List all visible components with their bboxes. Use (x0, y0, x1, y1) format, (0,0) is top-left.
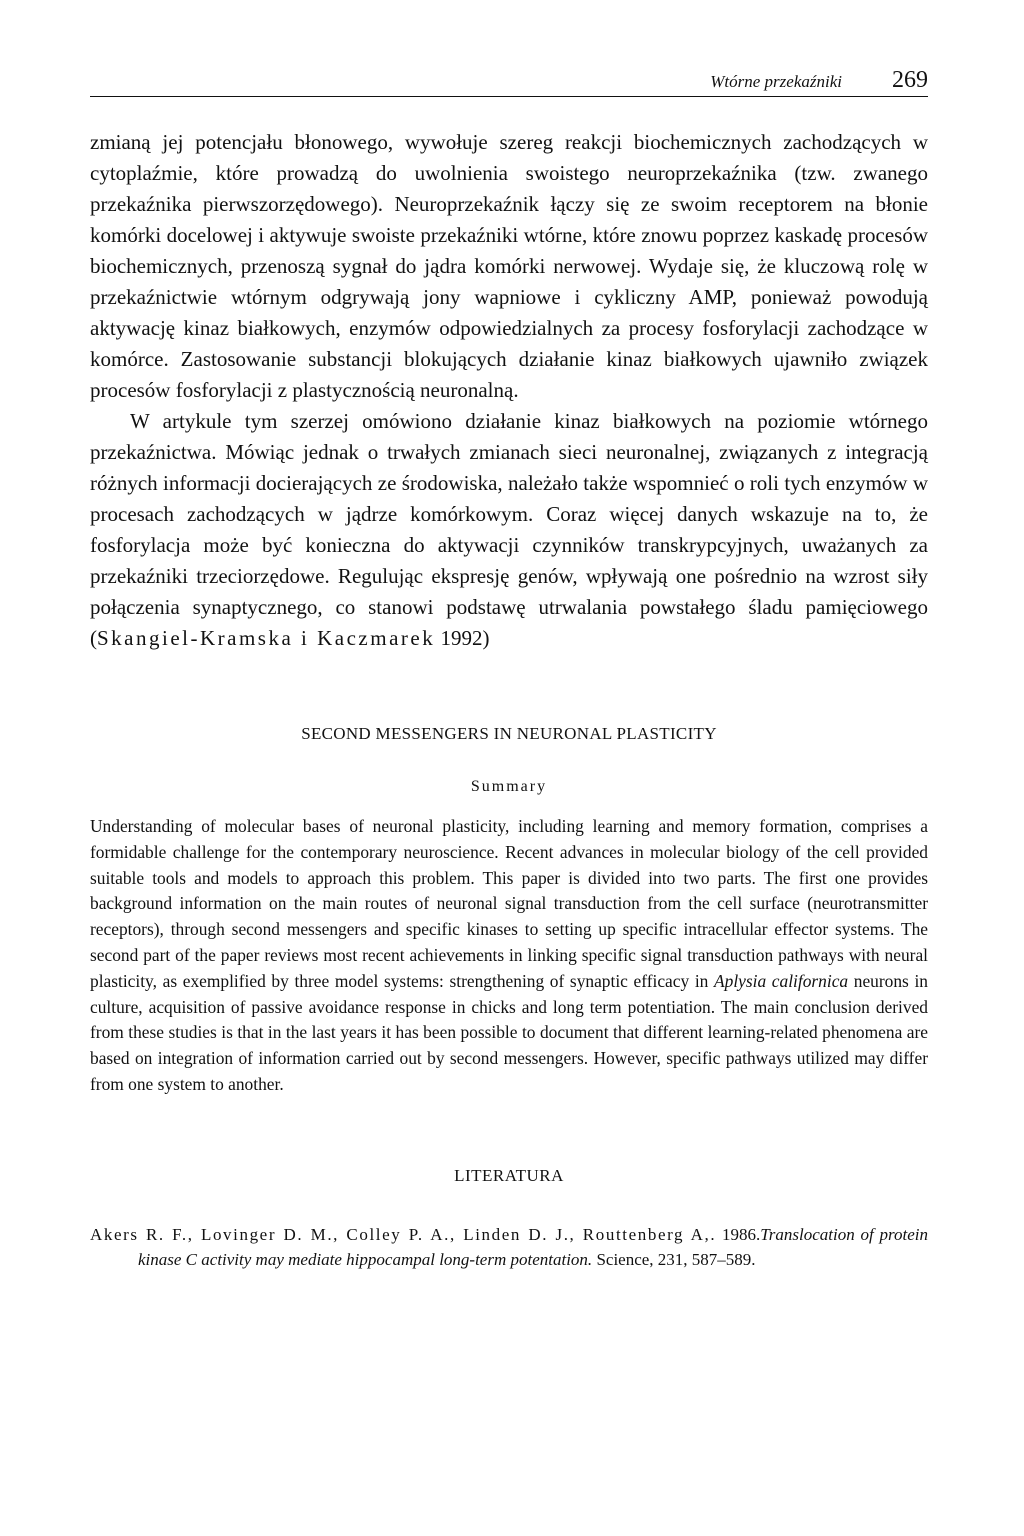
summary-text-part-2: neurons in culture, acquisition of passive avoidance response in chicks and long term potentiation. The main conclusion derived from these studies is that in the last years it has been possible to document that different learning-related phenomena are based on integration of information carried out by second messengers. However, specific pathways utilized may differ from one system to another. (90, 970, 928, 1094)
body-paragraph-2 (90, 406, 928, 654)
reference-source: Science, 231, 587–589. (592, 1249, 756, 1269)
paragraph-2-text: W artykule tym szerzej omówiono działanie kinaz białkowych na poziomie wtórnego przekaźnictwa. Mówiąc jednak o trwałych zmianach sieci neuronalnej, związanych z integracją różnych informacji docierających ze środowiska, należało także wspomnieć o roli tych enzymów w procesach zachodzących w jądrze komórkowym. Coraz więcej danych wskazuje na to, że fosforylacja może być konieczna do aktywacji czynników transkrypcyjnych, uważanych za przekaźniki trzeciorzędowe. Regulując ekspresję genów, wpływają one pośrednio na wzrost siły połączenia synaptycznego, co stanowi podstawę utrwalania powstałego śladu pamięciowego ( (90, 409, 928, 650)
paragraph-1-text: zmianą jej potencjału błonowego, wywołuje szereg reakcji biochemicznych zachodzących w cytoplaźmie, które prowadzą do uwolnienia swoistego neuroprzekaźnika (tzw. zwanego przekaźnika pierwszorzędowego). Neuroprzekaźnik łączy się ze swoim receptorem na błonie komórki docelowej i aktywuje swoiste przekaźniki wtórne, które znowu poprzez kaskadę procesów biochemicznych, przenoszą sygnał do jądra komórki nerwowej. Wydaje się, że kluczową rolę w przekaźnictwie wtórnym odgrywają jony wapniowe i cykliczny AMP, ponieważ powodują aktywację kinaz białkowych, enzymów odpowiedzialnych za procesy fosforylacji zachodzące w komórce. Zastosowanie substancji blokujących działanie kinaz białkowych ujawniło związek procesów fosforylacji z plastycznością neuronalną. (90, 130, 928, 402)
summary-text-part-1: Understanding of molecular bases of neuronal plasticity, including learning and memory formation, comprises a formidable challenge for the contemporary neuroscience. Recent advances in molecular biology of the cell provided suitable tools and models to approach this problem. This paper is divided into two parts. The first one provides background information on the main routes of neuronal signal transduction from the cell surface (neurotransmitter receptors), through second messengers and specific kinases to setting up specific intracellular effector systems. The second part of the paper reviews most recent achievements in linking specific signal transduction pathways with neural plasticity, as exemplified by three model systems: strengthening of synaptic efficacy in (90, 816, 928, 991)
polish-body (90, 127, 928, 654)
english-title: SECOND MESSENGERS IN NEURONAL PLASTICITY (301, 724, 717, 743)
running-header (90, 60, 928, 97)
document-page (90, 60, 928, 1272)
summary-label: Summary (470, 778, 548, 795)
reference-title: Translocation of protein kinase C activity may mediate hippocampal long-term potentation. (138, 1224, 929, 1269)
running-title: Wtórne przekaźniki (710, 72, 842, 91)
summary-paragraph (90, 814, 928, 1098)
reference-authors: Akers R. F., Lovinger D. M., Colley P. A., Linden D. J., Routtenberg A,. (90, 1224, 717, 1244)
citation-authors: Skangiel-Kramska i Kaczmarek (97, 626, 436, 650)
page-number: 269 (892, 67, 928, 93)
reference-year: 1986. (716, 1224, 761, 1244)
summary-body (90, 814, 928, 1098)
literature-heading: LITERATURA (454, 1165, 564, 1185)
body-paragraph-1 (90, 127, 928, 406)
reference-entry (90, 1222, 928, 1272)
citation-year: 1992) (435, 626, 490, 650)
species-name: Aplysia californica (714, 970, 849, 991)
